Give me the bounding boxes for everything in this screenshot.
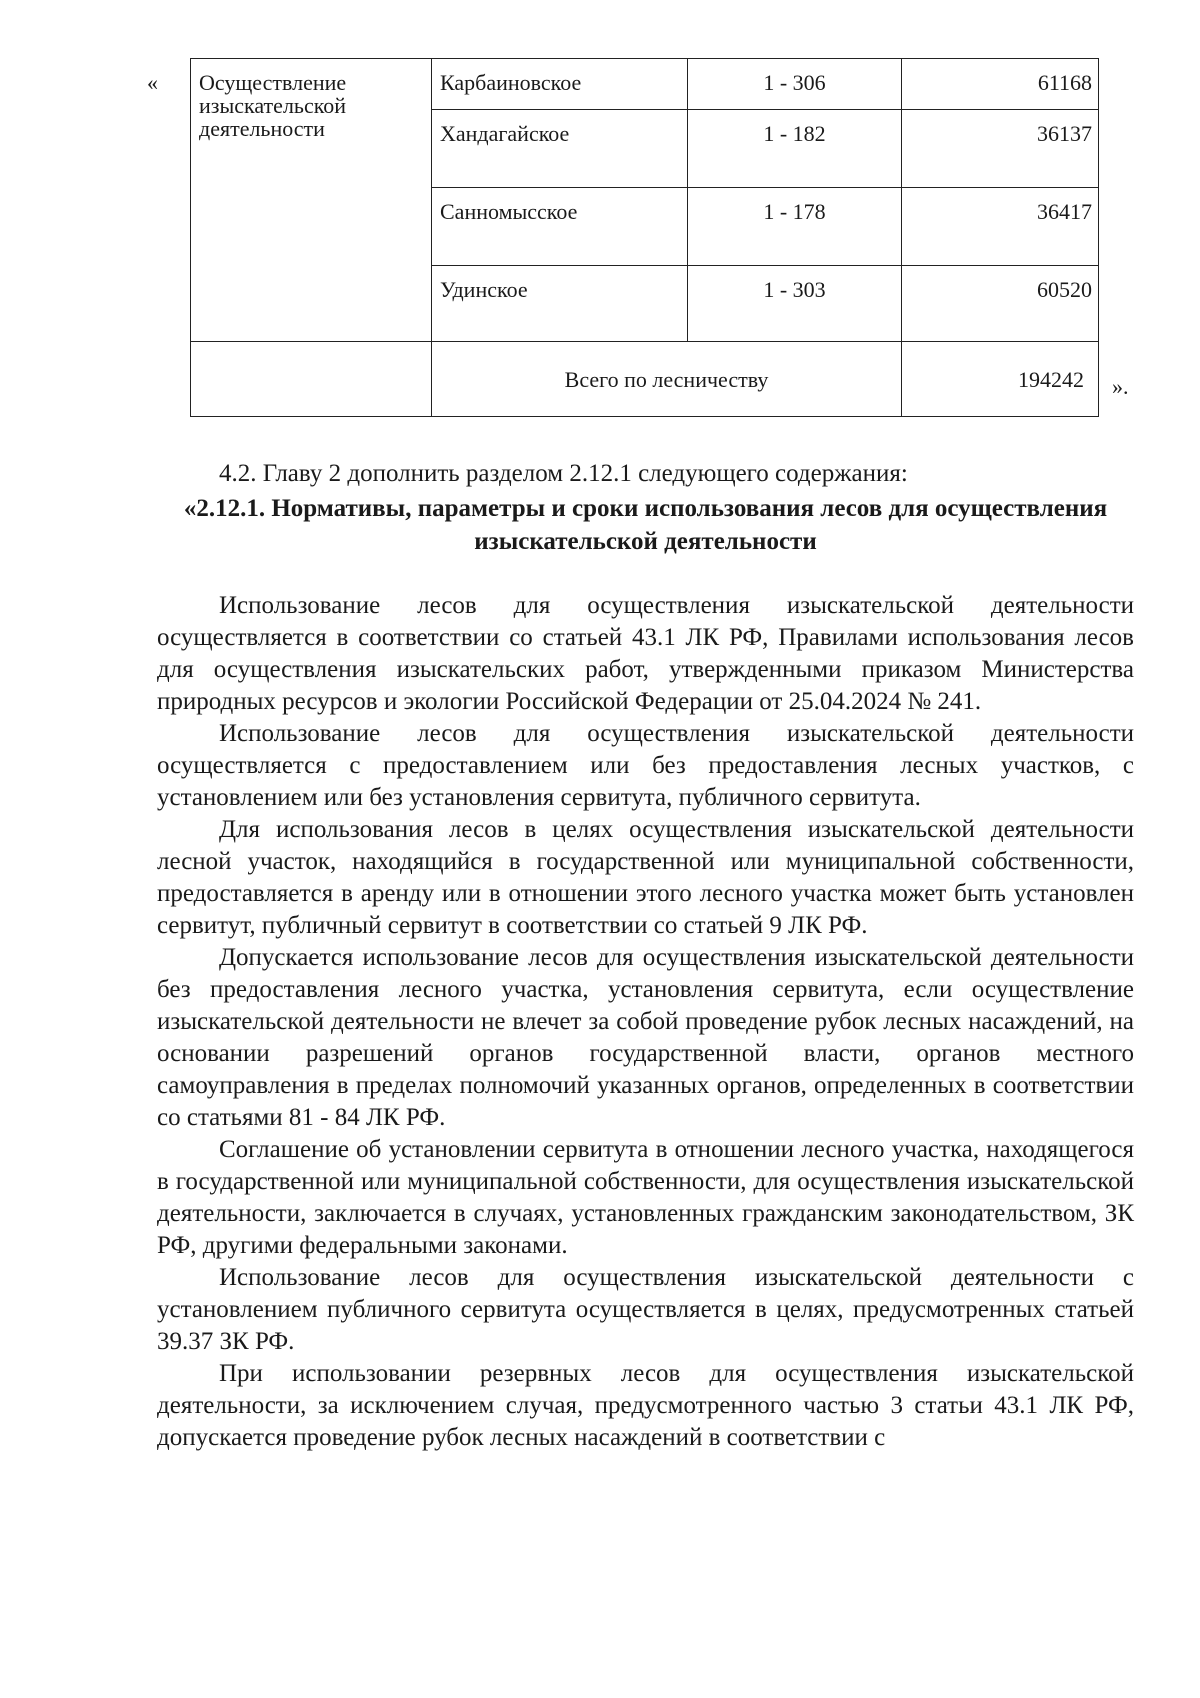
district-cell: Карбаиновское: [432, 59, 688, 110]
district-cell: Санномысское: [432, 188, 688, 266]
amendment-text: 4.2. Главу 2 дополнить разделом 2.12.1 следующего содержания:: [219, 460, 908, 487]
paragraph: При использовании резервных лесов для осуществления изыскательской деятельности, за исключением случая, предусмотренного частью 3 статьи 43.1 ЛК РФ, допускается проведение рубок лесных насаждений в соответствии с: [157, 1360, 1134, 1451]
area-cell: 36417: [902, 188, 1099, 266]
empty-cell: [191, 342, 432, 417]
body-paragraphs: [157, 590, 1134, 1454]
paragraph: Допускается использование лесов для осуществления изыскательской деятельности без предоставления лесного участка, установления сервитута, если осуществление изыскательской деятельности не влечет за собой проведение рубок лесных насаждений, на основании разрешений органов государственной власти, органов местного самоуправления в пределах полномочий указанных органов, определенных в соответствии со статьями 81 - 84 ЛК РФ.: [157, 944, 1134, 1131]
area-cell: 61168: [902, 59, 1099, 110]
total-label: Всего по лесничеству: [432, 342, 902, 417]
paragraph: Для использования лесов в целях осуществления изыскательской деятельности лесной участок, находящийся в государственной или муниципальной собственности, предоставляется в аренду или в отношении этого лесного участка может быть установлен сервитут, публичный сервитут в соответствии со статьей 9 ЛК РФ.: [157, 816, 1134, 939]
district-cell: Хандагайское: [432, 110, 688, 188]
opening-quote: «: [147, 70, 158, 95]
forestry-table: [190, 58, 1099, 417]
district-cell: Удинское: [432, 266, 688, 342]
paragraph: Соглашение об установлении сервитута в отношении лесного участка, находящегося в государственной или муниципальной собственности, для осуществления изыскательской деятельности, заключается в случаях, установленных гражданским законодательством, ЗК РФ, другими федеральными законами.: [157, 1136, 1134, 1259]
paragraph: Использование лесов для осуществления изыскательской деятельности осуществляется с предоставлением или без предоставления лесных участков, с установлением или без установления сервитута, публичного сервитута.: [157, 720, 1134, 811]
quarters-cell: 1 - 306: [688, 59, 902, 110]
closing-quote: ».: [1112, 374, 1129, 399]
section-title: «2.12.1. Нормативы, параметры и сроки использования лесов для осуществления изыскательской деятельности: [183, 495, 1108, 555]
quarters-cell: 1 - 182: [688, 110, 902, 188]
table-row: [191, 59, 1099, 110]
table-total-row: [191, 342, 1099, 417]
paragraph: Использование лесов для осуществления изыскательской деятельности осуществляется в соответствии со статьей 43.1 ЛК РФ, Правилами использования лесов для осуществления изыскательских работ, утвержденными приказом Министерства природных ресурсов и экологии Российской Федерации от 25.04.2024 № 241.: [157, 592, 1134, 715]
quarters-cell: 1 - 303: [688, 266, 902, 342]
quarters-cell: 1 - 178: [688, 188, 902, 266]
area-cell: 60520: [902, 266, 1099, 342]
paragraph: Использование лесов для осуществления изыскательской деятельности с установлением публичного сервитута осуществляется в целях, предусмотренных статьей 39.37 ЗК РФ.: [157, 1264, 1134, 1355]
total-area: 194242: [902, 342, 1099, 417]
area-cell: 36137: [902, 110, 1099, 188]
activity-cell: Осуществление изыскательской деятельности: [191, 59, 432, 342]
